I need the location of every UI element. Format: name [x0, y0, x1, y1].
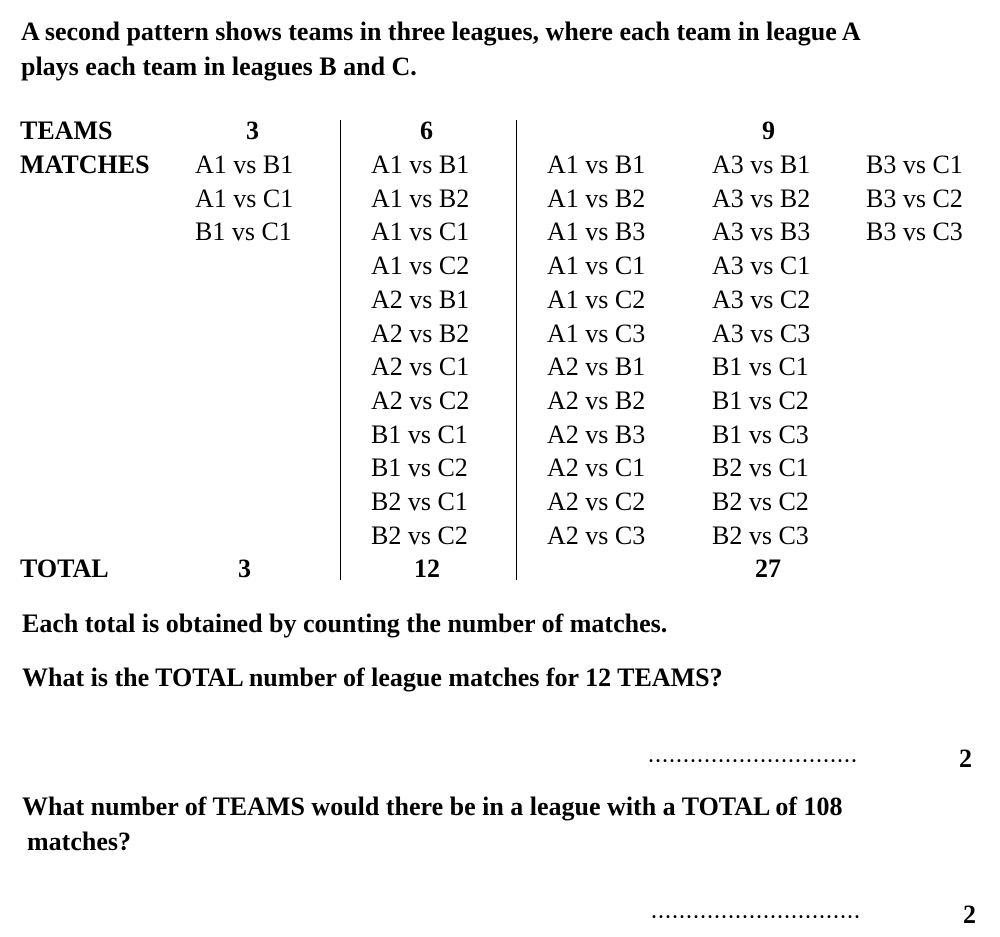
match-cell: A2 vs C1	[547, 453, 646, 483]
match-cell: A3 vs B2	[712, 183, 811, 213]
match-cell: B1 vs C2	[712, 385, 809, 415]
match-cell: B2 vs C1	[371, 487, 468, 516]
match-cell: A1 vs C1	[195, 183, 294, 213]
match-cell: B2 vs C3	[712, 520, 809, 550]
teams-label: TEAMS	[20, 116, 113, 145]
total-value-group-3: 27	[755, 554, 781, 583]
question-1-marks: 2	[959, 744, 972, 773]
match-cell: A1 vs C2	[547, 284, 646, 314]
question-2-marks: 2	[963, 900, 976, 929]
match-cell: B2 vs C1	[712, 453, 809, 483]
match-cell: A1 vs C1	[371, 217, 470, 247]
match-cell: A1 vs C1	[547, 251, 646, 281]
match-cell: A1 vs B2	[547, 183, 646, 213]
question-1-text: What is the TOTAL number of league matches for 12 TEAMS?	[22, 663, 723, 692]
match-cell: A1 vs B2	[371, 183, 470, 213]
match-cell: B1 vs C1	[712, 352, 809, 382]
total-value-group-2: 12	[414, 554, 440, 583]
match-cell: B3 vs C2	[866, 183, 963, 213]
question-2-line-2: matches?	[27, 827, 131, 856]
match-cell: A2 vs B1	[371, 284, 470, 314]
match-cell: A3 vs C1	[712, 251, 811, 281]
match-cell: B1 vs C1	[195, 217, 292, 247]
question-1-answer-line[interactable]: ..............................	[648, 742, 858, 768]
total-label: TOTAL	[20, 554, 109, 583]
match-cell: A1 vs C3	[547, 318, 646, 348]
match-cell: A2 vs C2	[371, 385, 470, 415]
match-cell: B1 vs C2	[371, 453, 468, 483]
match-cell: B2 vs C2	[371, 520, 468, 550]
match-cell: B1 vs C3	[712, 419, 809, 449]
teams-value-group-2: 6	[420, 116, 433, 145]
divider-1	[340, 120, 341, 580]
question-2-line-1: What number of TEAMS would there be in a league with a TOTAL of 108	[22, 792, 843, 821]
match-cell: A2 vs B2	[547, 385, 646, 415]
match-cell: A1 vs B1	[195, 150, 294, 179]
match-cell: B2 vs C2	[712, 487, 809, 516]
match-cell: A1 vs B3	[547, 217, 646, 247]
intro-line-2: plays each team in leagues B and C.	[21, 52, 417, 81]
match-cell: B3 vs C3	[866, 217, 963, 247]
match-cell: A3 vs C2	[712, 284, 811, 314]
divider-2	[516, 120, 517, 580]
match-cell: B3 vs C1	[866, 150, 963, 179]
match-cell: A2 vs C2	[547, 487, 646, 516]
match-cell: A2 vs C1	[371, 352, 470, 382]
match-cell: A1 vs B1	[547, 150, 646, 179]
teams-value-group-3: 9	[762, 116, 775, 145]
match-cell: A2 vs B1	[547, 352, 646, 382]
match-cell: A2 vs B3	[547, 419, 646, 449]
matches-label: MATCHES	[20, 150, 150, 179]
match-cell: B1 vs C1	[371, 419, 468, 449]
match-cell: A2 vs B2	[371, 318, 470, 348]
match-cell: A3 vs B3	[712, 217, 811, 247]
question-2-answer-line[interactable]: ..............................	[651, 898, 861, 924]
total-value-group-1: 3	[238, 554, 251, 583]
intro-line-1: A second pattern shows teams in three leagues, where each team in league A	[21, 17, 861, 46]
match-cell: A2 vs C3	[547, 520, 646, 550]
note-text: Each total is obtained by counting the number of matches.	[22, 609, 668, 638]
match-cell: A1 vs B1	[371, 150, 470, 179]
match-cell: A1 vs C2	[371, 251, 470, 281]
teams-value-group-1: 3	[246, 116, 259, 145]
match-cell: A3 vs B1	[712, 150, 811, 179]
match-cell: A3 vs C3	[712, 318, 811, 348]
